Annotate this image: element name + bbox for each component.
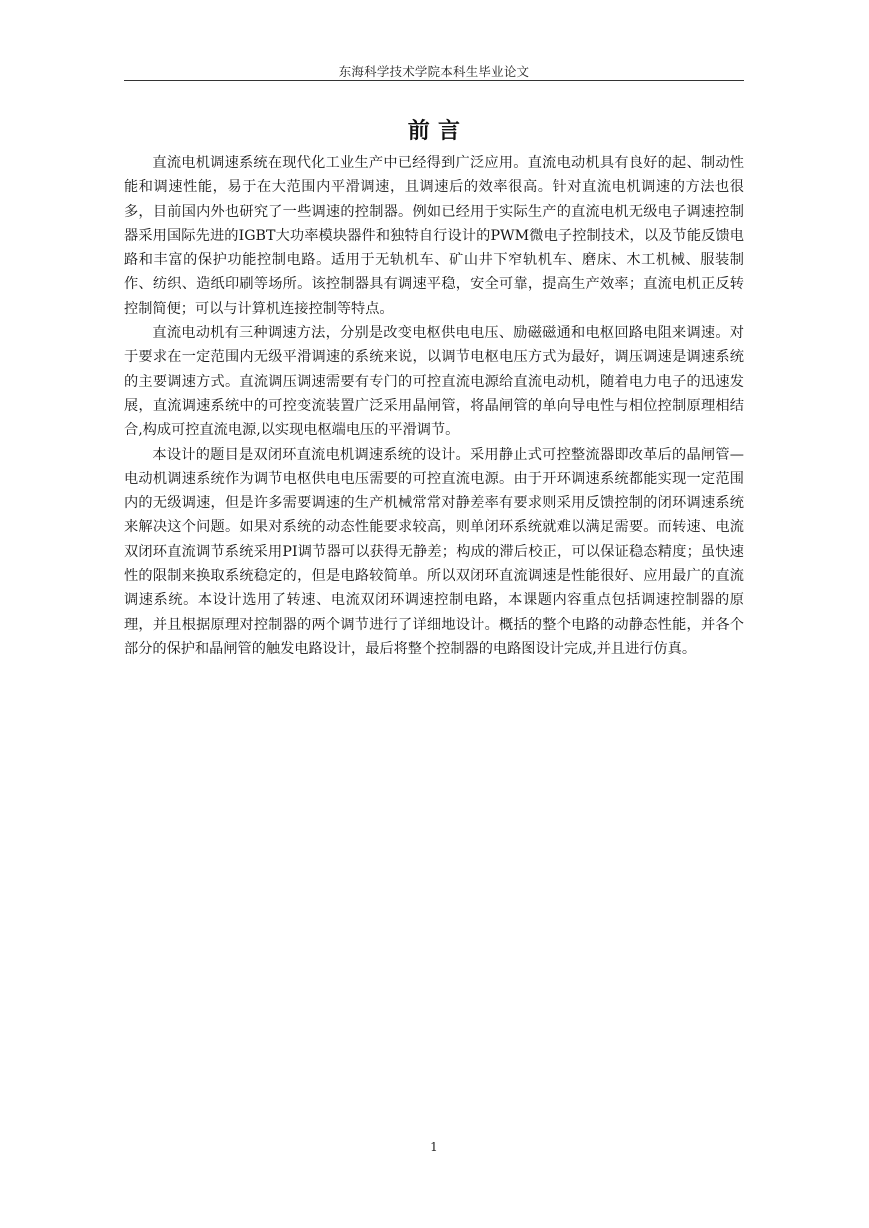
paragraph-1: 直流电机调速系统在现代化工业生产中已经得到广泛应用。直流电动机具有良好的起、制动性能和调速性能，易于在大范围内平滑调速，且调速后的效率很高。针对直流电机调速的方法也很多，目前国内外也研究了一些调速的控制器。例如已经用于实际生产的直流电机无级电子调速控制器采用国际先进的IGBT大功率模块器件和独特自行设计的PWM微电子控制技术，以及节能反馈电路和丰富的保护功能控制电路。适用于无轨机车、矿山井下窄轨机车、磨床、木工机械、服装制作、纺织、造纸印刷等场所。该控制器具有调速平稳，安全可靠，提高生产效率；直流电机正反转控制简便；可以与计算机连接控制等特点。 bbox=[124, 155, 744, 317]
header-rule bbox=[124, 80, 744, 81]
paragraph-2: 直流电动机有三种调速方法，分别是改变电枢供电电压、励磁磁通和电枢回路电阻来调速。对于要求在一定范围内无级平滑调速的系统来说，以调节电枢电压方式为最好，调压调速是调速系统的主要调速方式。直流调压调速需要有专门的可控直流电源给直流电动机，随着电力电子的迅速发展，直流调速系统中的可控变流装置广泛采用晶闸管，将晶闸管的单向导电性与相位控制原理相结合,构成可控直流电源,以实现电枢端电压的平滑调节。 bbox=[124, 325, 744, 439]
body-text bbox=[124, 151, 744, 661]
running-header: 东海科学技术学院本科生毕业论文 bbox=[338, 64, 530, 79]
paragraph-3: 本设计的题目是双闭环直流电机调速系统的设计。采用静止式可控整流器即改革后的晶闸管—电动机调速系统作为调节电枢供电电压需要的可控直流电源。由于开环调速系统都能实现一定范围内的无级调速，但是许多需要调速的生产机械常常对静差率有要求则采用反馈控制的闭环调速系统来解决这个问题。如果对系统的动态性能要求较高，则单闭环系统就难以满足需要。而转速、电流双闭环直流调节系统采用PI调节器可以获得无静差；构成的滞后校正，可以保证稳态精度；虽快速性的限制来换取系统稳定的，但是电路较简单。所以双闭环直流调速是性能很好、应用最广的直流调速系统。本设计选用了转速、电流双闭环调速控制电路，本课题内容重点包括调速控制器的原理，并且根据原理对控制器的两个调节进行了详细地设计。概括的整个电路的动静态性能，并各个部分的保护和晶闸管的触发电路设计，最后将整个控制器的电路图设计完成,并且进行仿真。 bbox=[124, 446, 744, 657]
page-number: 1 bbox=[430, 1140, 438, 1154]
page-title: 前 言 bbox=[407, 119, 461, 144]
